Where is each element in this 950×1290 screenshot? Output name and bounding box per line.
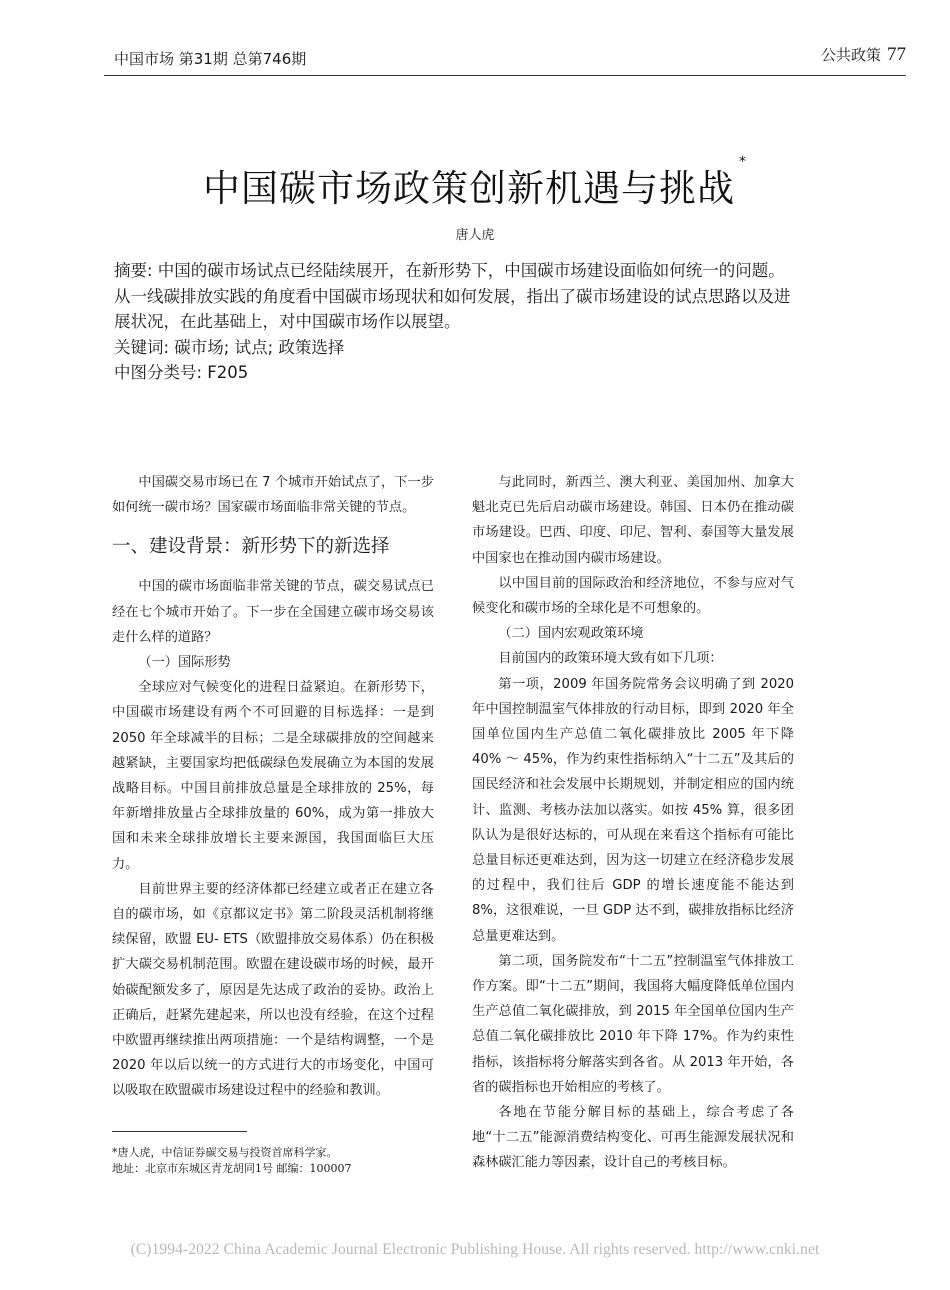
title-text: 中国碳市场政策创新机遇与挑战 xyxy=(203,167,735,210)
page-number: 77 xyxy=(887,44,906,65)
title-footnote-mark: * xyxy=(739,154,747,170)
section-and-page xyxy=(821,44,906,66)
body-paragraph: 以中国目前的国际政治和经济地位，不参与应对气候变化和碳市场的全球化是不可想象的。 xyxy=(472,575,794,617)
classification-number: 中图分类号: F205 xyxy=(114,363,249,382)
body-paragraph: 第一项，2009 年国务院常务会议明确了到 2020 年中国控制温室气体排放的行动目标，即到 2020 年全国单位国内生产总值二氧化碳排放比 2005 年下降 40% ～ 45%，作为约束性指标纳入“十二五”及其后的国民经济和社会发展中长期规划，并制定相应的国内统计、监测、考核办法加以落实。如按 45% 算，很多团队认为是很好达标的，可从现在来看这个指标有可能比总量目标还更难达到，因为这一切建立在经济稳步发展的过程中，我们往后 GDP 的增长速度能不能达到 8%，这很难说，一旦 GDP 达不到，碳排放指标比经济总量更难达到。 xyxy=(472,676,794,944)
footnote xyxy=(112,1145,612,1177)
body-paragraph: 各地在节能分解目标的基础上，综合考虑了各地“十二五”能源消费结构变化、可再生能源发展状况和森林碳汇能力等因素，设计自己的考核目标。 xyxy=(472,1105,794,1171)
body-paragraph: 第二项，国务院发布“十二五”控制温室气体排放工作方案。即“十二五”期间，我国将大幅度降低单位国内生产总值二氧化碳排放，到 2015 年全国单位国内生产总值二氧化碳排放比 2010 年下降 17%。作为约束性指标，该指标将分解落实到各省。从 2013 年开始，各省的碳指标也开始相应的考核了。 xyxy=(472,953,794,1095)
author-name: 唐人虎 xyxy=(455,228,495,243)
header-rule xyxy=(104,75,906,76)
section-name: 公共政策 xyxy=(820,46,881,64)
article-title xyxy=(0,154,950,212)
subsection-heading: （一）国际形势 xyxy=(138,655,231,671)
body-paragraph: 目前国内的政策环境大致有如下几项： xyxy=(498,651,723,667)
section-heading: 一、建设背景：新形势下的新选择 xyxy=(112,536,390,558)
footnote-address: 地址：北京市东城区青龙胡同1号 邮编：100007 xyxy=(112,1162,352,1175)
journal-info: 中国市场 第31期 总第746期 xyxy=(114,50,307,68)
intro-paragraph: 中国碳交易市场已在 7 个城市开始试点了，下一步如何统一碳市场？国家碳市场面临非常关键的节点。 xyxy=(112,475,434,516)
running-header xyxy=(114,44,906,74)
body-paragraph: 与此同时，新西兰、澳大利亚、美国加州、加拿大魁北克已先后启动碳市场建设。韩国、日本仍在推动碳市场建设。巴西、印度、印尼、智利、泰国等大量发展中国家也在推动国内碳市场建设。 xyxy=(472,475,794,566)
copyright-watermark: (C)1994-2022 China Academic Journal Electronic Publishing House. All rights reserved. http://www.cnki.net xyxy=(130,1241,820,1258)
footnote-rule xyxy=(112,1131,247,1132)
keywords: 关键词: 碳市场; 试点; 政策选择 xyxy=(114,337,345,357)
body-paragraph: 中国的碳市场面临非常关键的节点，碳交易试点已经在七个城市开始了。下一步在全国建立碳市场交易该走什么样的道路？ xyxy=(112,579,434,645)
abstract-text: 摘要: 中国的碳市场试点已经陆续展开，在新形势下，中国碳市场建设面临如何统一的问题。从一线碳排放实践的角度看中国碳市场现状和如何发展，指出了碳市场建设的试点思路以及进展状况，在此基础上，对中国碳市场作以展望。 xyxy=(114,261,791,331)
body-paragraph: 目前世界主要的经济体都已经建立或者正在建立各自的碳市场，如《京都议定书》第二阶段灵活机制将继续保留，欧盟 EU- ETS（欧盟排放交易体系）仍在积极扩大碳交易机制范围。欧盟在建设碳市场的时候，最开始碳配额发多了，原因是先达成了政治的妥协。政治上正确后，赶紧先建起来，所以也没有经验，在这个过程中欧盟再继续推出两项措施：一个是结构调整，一个是 2020 年以后以统一的方式进行大的市场变化，中国可以吸取在欧盟碳市场建设过程中的经验和教训。 xyxy=(112,881,434,1099)
left-column xyxy=(112,470,434,1104)
right-column xyxy=(472,470,794,1176)
subsection-heading: （二）国内宏观政策环境 xyxy=(498,626,644,642)
abstract-block xyxy=(114,258,798,386)
footnote-author: *唐人虎，中信证券碳交易与投资首席科学家。 xyxy=(112,1146,338,1159)
body-paragraph: 全球应对气候变化的进程日益紧迫。在新形势下，中国碳市场建设有两个不可回避的目标选择：一是到 2050 年全球减半的目标；二是全球碳排放的空间越来越紧缺，主要国家均把低碳绿色发展确立为本国的发展战略目标。中国目前排放总量是全球排放的 25%，每年新增排放量占全球排放量的 60%，成为第一排放大国和未来全球排放增长主要来源国，我国面临巨大压力。 xyxy=(112,680,434,872)
